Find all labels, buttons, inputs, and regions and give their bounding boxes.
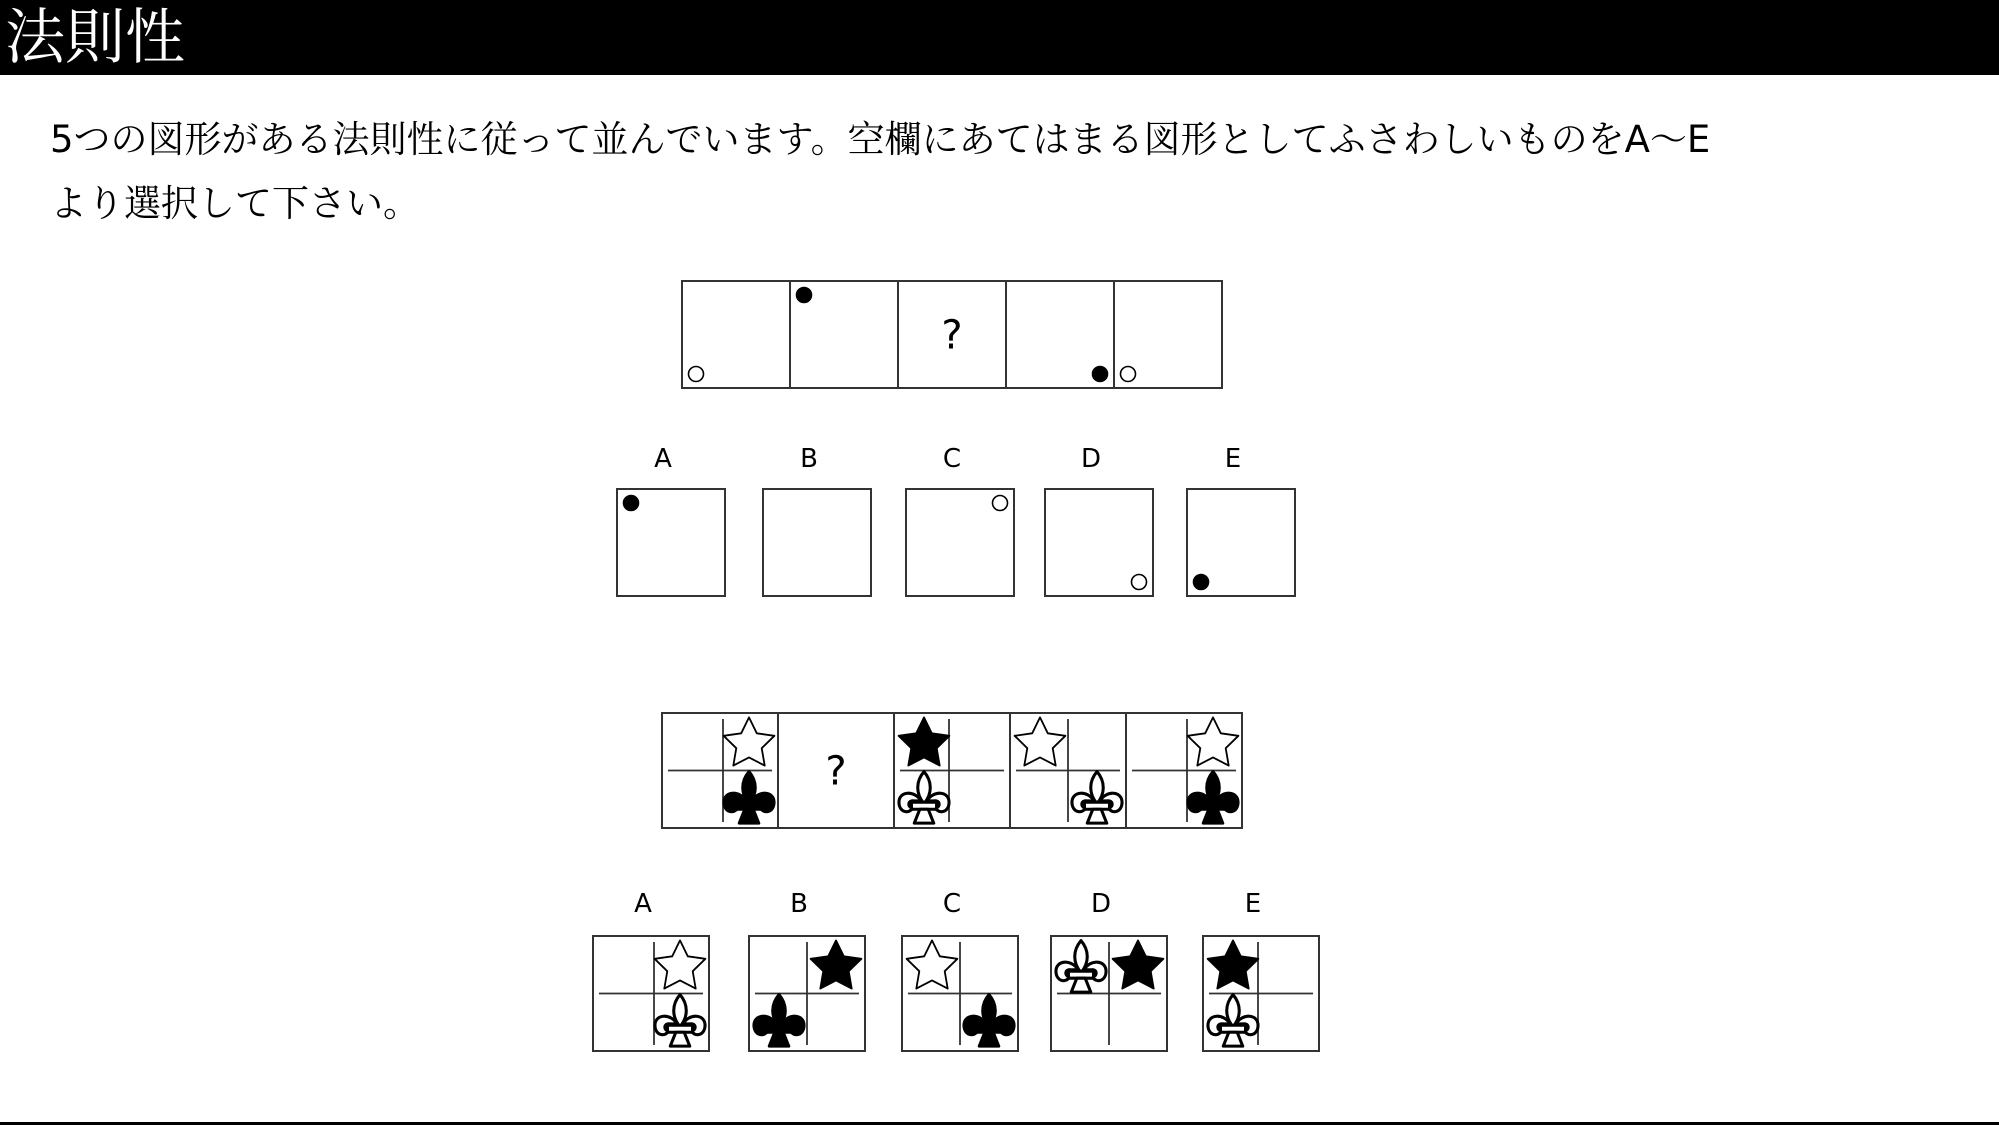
page-title: 法則性: [5, 3, 185, 73]
p1-option-label-E: E: [1224, 444, 1242, 474]
p1-seq-cell-3-question-mark: ?: [941, 312, 963, 359]
p1-option-E-black-dot-0: [1194, 575, 1209, 590]
p1-seq-cell-4-black-dot-0: [1093, 367, 1108, 382]
p1-option-label-A: A: [654, 444, 672, 474]
p2-option-label-B: B: [790, 889, 808, 919]
p2-option-label-A: A: [634, 889, 652, 919]
p2-option-label-E: E: [1244, 889, 1262, 919]
p1-option-B-frame: [763, 489, 871, 596]
p1-seq-cell-5-white-dot-0: [1121, 367, 1136, 382]
p1-option-D-white-dot-0: [1132, 575, 1147, 590]
p1-seq-cell-1-white-dot-0: [689, 367, 704, 382]
p1-option-label-B: B: [800, 444, 818, 474]
instruction-line-2: より選択して下さい。: [50, 182, 420, 225]
p2-option-label-D: D: [1090, 889, 1112, 919]
p2-seq-cell-2-question-mark: ?: [825, 748, 847, 795]
p1-option-A-black-dot-0: [624, 496, 639, 511]
p1-option-label-D: D: [1080, 444, 1102, 474]
p1-option-C-white-dot-0: [993, 496, 1008, 511]
p1-option-label-C: C: [942, 444, 962, 474]
p1-seq-cell-2-black-dot-0: [797, 288, 812, 303]
instruction-line-1: 5つの図形がある法則性に従って並んでいます。空欄にあてはまる図形としてふさわしいものをA～E: [50, 118, 1711, 161]
p2-option-label-C: C: [942, 889, 962, 919]
